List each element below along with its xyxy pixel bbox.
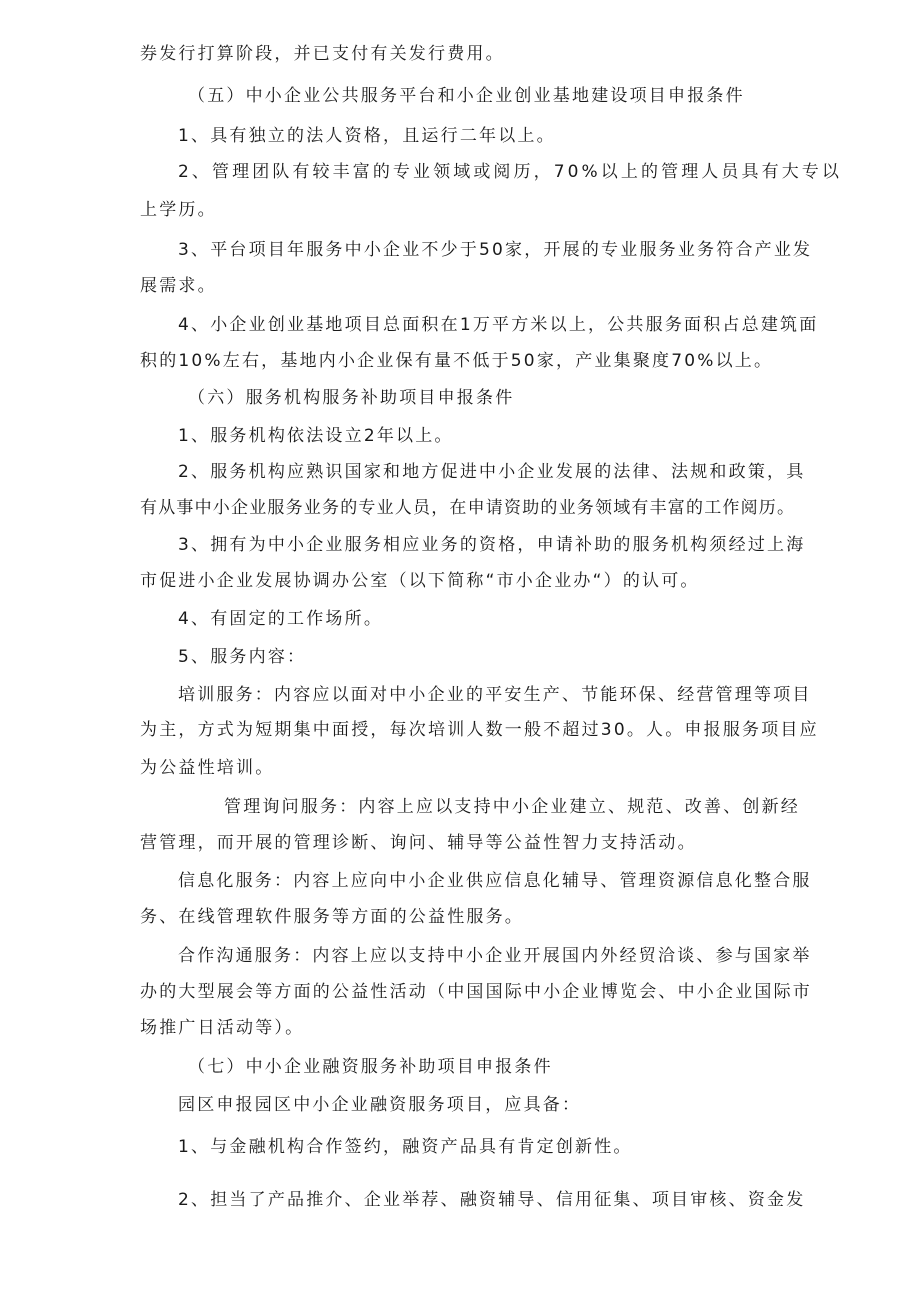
paragraph-line: 1、服务机构依法设立2年以上。 [178,426,454,446]
paragraph-line: 场推广日活动等）。 [140,1018,305,1038]
paragraph-line: 4、有固定的工作场所。 [178,609,384,629]
section-heading-6: （六）服务机构服务补助项目申报条件 [188,388,515,408]
paragraph-line: 管理询问服务：内容上应以支持中小企业建立、规范、改善、创新经 [224,797,800,817]
paragraph-line: 营管理，而开展的管理诊断、询问、辅导等公益性智力支持活动。 [140,833,697,853]
paragraph-line: 积的10%左右，基地内小企业保有量不低于50家，产业集聚度70%以上。 [140,351,774,371]
section-heading-7: （七）中小企业融资服务补助项目申报条件 [188,1057,553,1077]
paragraph-line: 市促进小企业发展协调办公室（以下简称“市小企业办“）的认可。 [140,571,700,591]
paragraph-line: 2、服务机构应熟识国家和地方促进中小企业发展的法律、法规和政策，具 [178,462,806,482]
paragraph-line: 培训服务：内容应以面对中小企业的平安生产、节能环保、经营管理等项目 [178,685,812,705]
paragraph-line: 3、拥有为中小企业服务相应业务的资格，申请补助的服务机构须经过上海 [178,535,806,555]
paragraph-line: 上学历。 [140,200,217,220]
paragraph-line: 有从事中小企业服务业务的专业人员，在申请资助的业务领域有丰富的工作阅历。 [140,498,796,518]
paragraph-line: 1、具有独立的法人资格，且运行二年以上。 [178,126,556,146]
paragraph-line: 展需求。 [140,276,217,296]
paragraph-line: 园区申报园区中小企业融资服务项目，应具备： [178,1095,582,1115]
paragraph-line: 为主，方式为短期集中面授，每次培训人数一般不超过30。人。申报服务项目应 [140,720,819,740]
paragraph-line: 信息化服务：内容上应向中小企业供应信息化辅导、管理资源信息化整合服 [178,871,812,891]
paragraph-line: 2、担当了产品推介、企业举荐、融资辅导、信用征集、项目审核、资金发 [178,1190,806,1210]
paragraph-line: 1、与金融机构合作签约，融资产品具有肯定创新性。 [178,1137,633,1157]
paragraph-line: 务、在线管理软件服务等方面的公益性服务。 [140,907,524,927]
paragraph-line: 为公益性培训。 [140,758,275,778]
paragraph-line: 券发行打算阶段，并已支付有关发行费用。 [140,44,505,64]
paragraph-line: 2、管理团队有较丰富的专业领域或阅历，70%以上的管理人员具有大专以 [178,162,842,182]
paragraph-line: 办的大型展会等方面的公益性活动（中国国际中小企业博览会、中小企业国际市 [140,982,812,1002]
paragraph-line: 3、平台项目年服务中小企业不少于50家，开展的专业服务业务符合产业发 [178,240,813,260]
paragraph-line: 合作沟通服务：内容上应以支持中小企业开展国内外经贸洽谈、参与国家举 [178,946,812,966]
section-heading-5: （五）中小企业公共服务平台和小企业创业基地建设项目申报条件 [188,86,745,106]
paragraph-line: 4、小企业创业基地项目总面积在1万平方米以上，公共服务面积占总建筑面 [178,315,819,335]
paragraph-line: 5、服务内容： [178,647,307,667]
